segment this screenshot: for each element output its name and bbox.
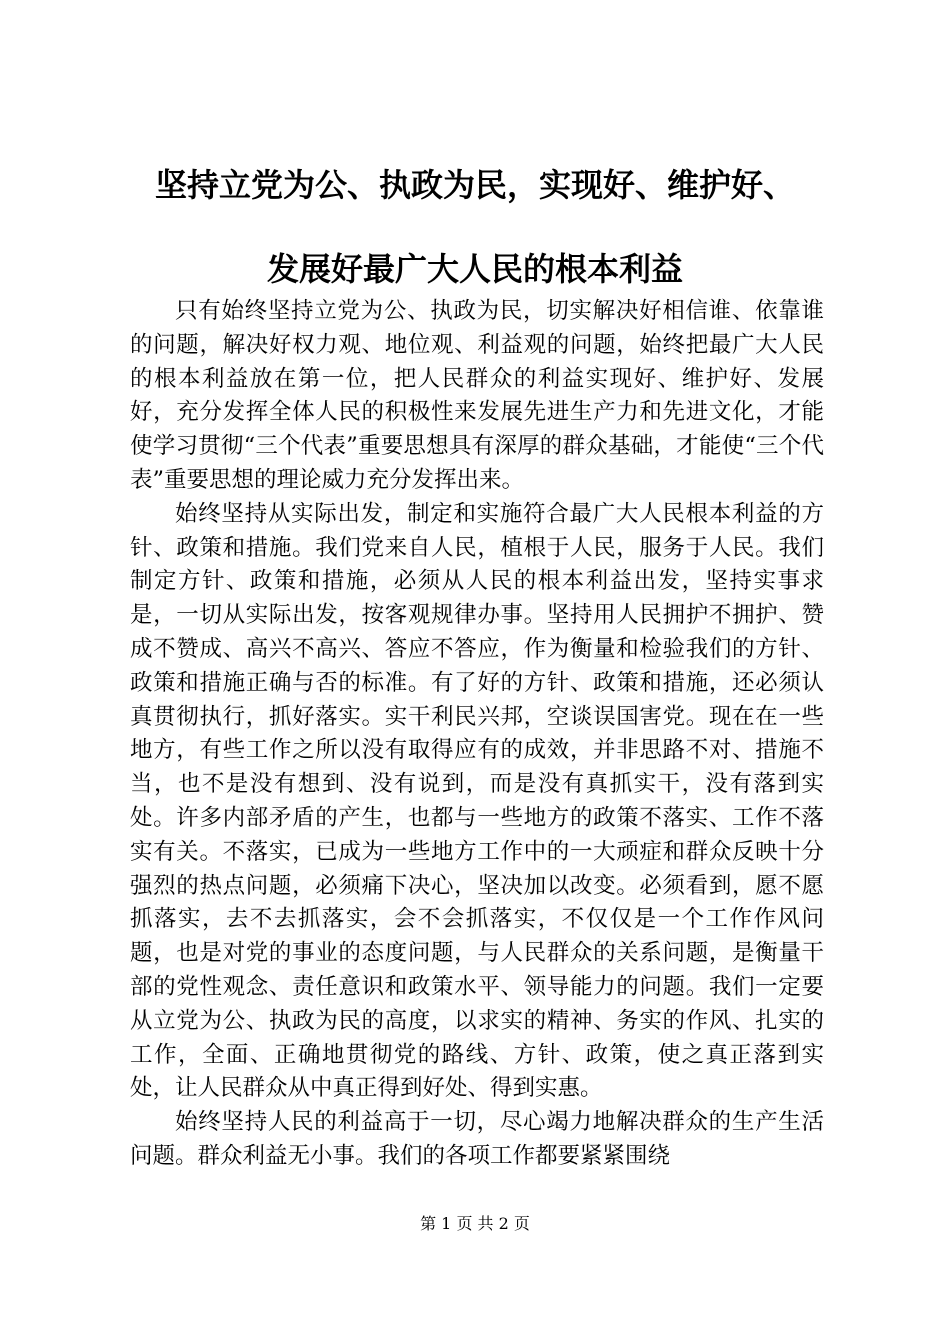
document-title-line-1: 坚持立党为公、执政为民，实现好、维护好、 [154,166,795,204]
paragraph-1: 只有始终坚持立党为公、执政为民，切实解决好相信谁、依靠谁的问题，解决好权力观、地位观、利益观的问题，始终把最广大人民的根本利益放在第一位，把人民群众的利益实现好、维护好、发展好，充分发挥全体人民的积极性来发展先进生产力和先进文化，才能使学习贯彻“三个代表”重要思想具有深厚的群众基础，才能使“三个代表”重要思想的理论威力充分发挥出来。 [130,298,824,493]
document-body [130,295,824,1174]
paragraph-2: 始终坚持从实际出发，制定和实施符合最广大人民根本利益的方针、政策和措施。我们党来自人民，植根于人民，服务于人民。我们制定方针、政策和措施，必须从人民的根本利益出发，坚持实事求是，一切从实际出发，按客观规律办事。坚持用人民拥护不拥护、赞成不赞成、高兴不高兴、答应不答应，作为衡量和检验我们的方针、政策和措施正确与否的标准。有了好的方针、政策和措施，还必须认真贯彻执行，抓好落实。实干利民兴邦，空谈误国害党。现在在一些地方，有些工作之所以没有取得应有的成效，并非思路不对、措施不当，也不是没有想到、没有说到，而是没有真抓实干，没有落到实处。许多内部矛盾的产生，也都与一些地方的政策不落实、工作不落实有关。不落实，已成为一些地方工作中的一大顽症和群众反映十分强烈的热点问题，必须痛下决心，坚决加以改变。必须看到，愿不愿抓落实，去不去抓落实，会不会抓落实，不仅仅是一个工作作风问题，也是对党的事业的态度问题，与人民群众的关系问题，是衡量干部的党性观念、责任意识和政策水平、领导能力的问题。我们一定要从立党为公、执政为民的高度，以求实的精神、务实的作风、扎实的工作，全面、正确地贯彻党的路线、方针、政策，使之真正落到实处，让人民群众从中真正得到好处、得到实惠。 [130,500,824,1102]
document-title-line-2: 发展好最广大人民的根本利益 [266,250,683,288]
paragraph-3: 始终坚持人民的利益高于一切，尽心竭力地解决群众的生产生活问题。群众利益无小事。我们的各项工作都要紧紧围绕 [130,1109,824,1169]
page-number-footer: 第 1 页 共 2 页 [420,1214,530,1233]
